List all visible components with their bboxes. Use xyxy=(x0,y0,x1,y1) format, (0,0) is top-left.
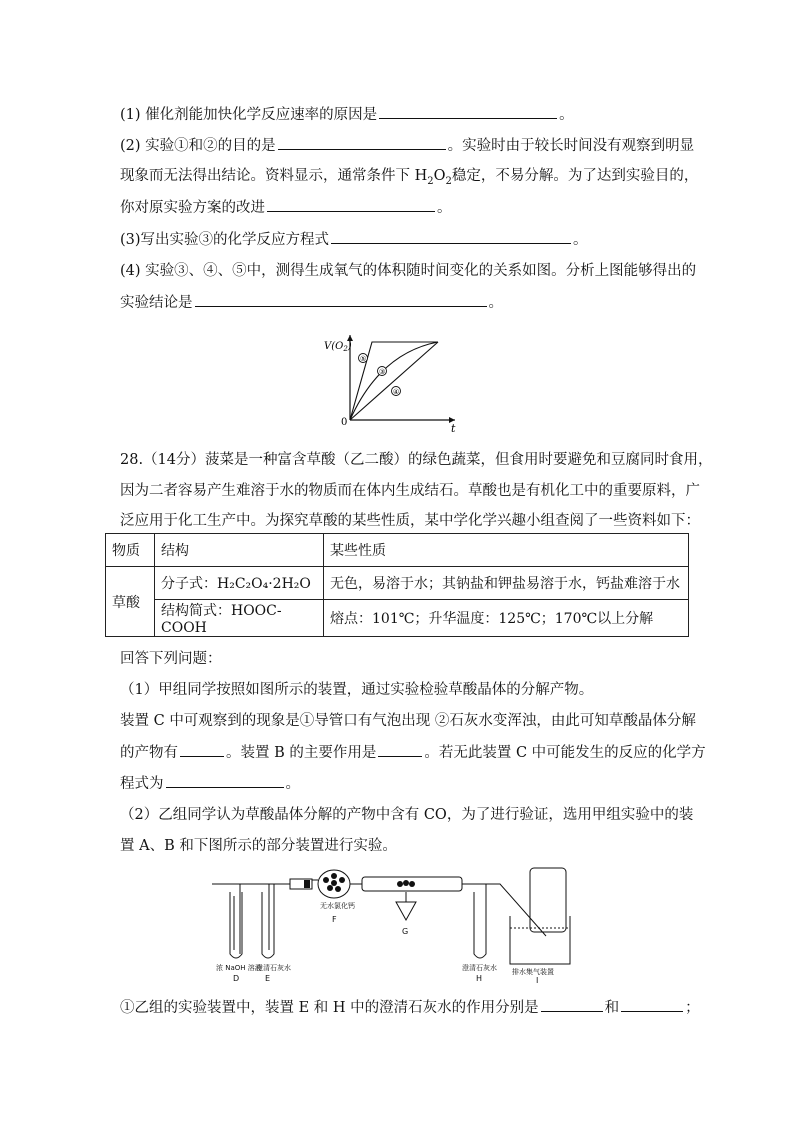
part-2-text: 置 A、B 和下图所示的部分装置进行实验。 xyxy=(120,838,397,854)
part-2-line-2 xyxy=(120,836,397,856)
question-4-line-2 xyxy=(120,292,503,313)
question-4-text: (4) 实验③、④、⑤中，测得生成氧气的体积随时间变化的关系如图。分析上图能够得出的 xyxy=(120,263,697,279)
table-header-row xyxy=(106,534,689,567)
question-28-text: 28.（14分）菠菜是一种富含草酸（乙二酸）的绿色蔬菜，但食用时要避免和豆腐同时食用， xyxy=(120,452,713,468)
punct: 。 xyxy=(285,776,300,792)
question-28-text: 泛应用于化工生产中。为探究草酸的某些性质，某中学化学兴趣小组查阅了一些资料如下： xyxy=(120,513,700,529)
question-2-text-cont: 。实验时由于较长时间没有观察到明显 xyxy=(447,138,695,154)
table-row xyxy=(106,600,689,637)
curve-3-label: ③ xyxy=(379,368,386,376)
table-header: 某些性质 xyxy=(324,534,689,567)
punct: 。 xyxy=(488,295,503,311)
question-2-text: 现象而无法得出结论。资料显示，通常条件下 H xyxy=(120,168,428,184)
answer-blank[interactable] xyxy=(166,773,284,788)
part-1-text: 的产物有 xyxy=(120,745,178,761)
question-4-line-1 xyxy=(120,261,696,281)
part-3-line-1 xyxy=(120,997,700,1018)
label-e: 澄清石灰水 xyxy=(256,964,291,972)
test-tube-h xyxy=(474,892,486,958)
table-cell: 无色，易溶于水；其钠盐和钾盐易溶于水，钙盐难溶于水 xyxy=(324,567,689,600)
part-2-text: （2）乙组同学认为草酸晶体分解的产物中含有 CO，为了进行验证，选用甲组实验中的装 xyxy=(120,807,694,823)
part-1-line-1 xyxy=(120,680,593,700)
x-axis-label: t xyxy=(451,422,456,435)
question-28-line-3 xyxy=(120,511,700,531)
question-2-line-3 xyxy=(120,197,452,218)
question-2-text: 你对原实验方案的改进 xyxy=(120,200,265,216)
letter-i: I xyxy=(536,976,539,984)
answer-blank[interactable] xyxy=(180,742,224,757)
part-1-line-4 xyxy=(120,773,300,794)
question-28-text: 因为二者容易产生难溶于水的物质而在体内生成结石。草酸也是有机化工中的重要原料，广 xyxy=(120,483,700,499)
question-4-text: 实验结论是 xyxy=(120,295,193,311)
table-header: 物质 xyxy=(106,534,155,567)
answer-blank[interactable] xyxy=(278,135,446,150)
label-d: 浓 NaOH 溶液 xyxy=(216,964,262,972)
part-3-text: ①乙组的实验装置中，装置 E 和 H 中的澄清石灰水的作用分别是 xyxy=(120,1000,539,1016)
answer-blank[interactable] xyxy=(379,104,557,119)
part-3-text-cont: 和 xyxy=(604,1000,620,1016)
letter-e: E xyxy=(265,974,271,983)
answer-blank[interactable] xyxy=(541,997,603,1012)
letter-h: H xyxy=(476,974,483,983)
table-cell-substance: 草酸 xyxy=(106,567,155,637)
punct: ； xyxy=(685,1000,700,1016)
part-1-line-3 xyxy=(120,742,706,763)
apparatus-figure xyxy=(212,862,572,984)
question-2-text-cont: 稳定，不易分解。为了达到实验目的， xyxy=(451,168,699,184)
letter-g: G xyxy=(402,927,409,936)
curve-5-label: ⑤ xyxy=(360,355,367,363)
question-2-line-1 xyxy=(120,135,694,156)
question-1-text: (1) 催化剂能加快化学反应速率的原因是 xyxy=(120,107,378,123)
origin-label: 0 xyxy=(341,417,348,428)
answer-heading-text: 回答下列问题： xyxy=(120,651,222,667)
punct: 。 xyxy=(559,107,574,123)
question-1 xyxy=(120,104,574,125)
table-header: 结构 xyxy=(155,534,324,567)
table-row xyxy=(106,567,689,600)
punct: 。 xyxy=(573,232,588,248)
answer-blank[interactable] xyxy=(195,292,487,307)
gas-bottle-i xyxy=(530,868,566,932)
label-f: 无水氯化钙 xyxy=(320,902,355,910)
oxygen-volume-graph xyxy=(310,325,460,435)
table-cell: 熔点：101℃；升华温度：125℃；170℃以上分解 xyxy=(324,600,689,637)
oxalic-acid-table xyxy=(105,533,689,637)
answer-blank[interactable] xyxy=(621,997,683,1012)
letter-d: D xyxy=(233,974,240,983)
part-1-text: 装置 C 中可观察到的现象是①导管口有气泡出现 ②石灰水变浑浊，由此可知草酸晶体分解 xyxy=(120,713,696,729)
answer-heading xyxy=(120,649,222,669)
part-1-text: （1）甲组同学按照如图所示的装置，通过实验检验草酸晶体的分解产物。 xyxy=(120,682,594,698)
question-3-text: (3)写出实验③的化学反应方程式 xyxy=(120,232,330,248)
part-1-text: 程式为 xyxy=(120,776,164,792)
label-h: 澄清石灰水 xyxy=(462,964,497,972)
punct: 。 xyxy=(437,200,452,216)
table-cell: 分子式：H₂C₂O₄·2H₂O xyxy=(155,567,324,600)
question-2-line-2: 现象而无法得出结论。资料显示，通常条件下 $H_2O_2$稳定，不易分解。为了达到实验目的， xyxy=(120,168,699,187)
part-1-line-2 xyxy=(120,711,696,731)
formula-o: O xyxy=(433,168,446,184)
water-trough-i xyxy=(510,916,570,964)
curve-4-label: ④ xyxy=(393,388,400,396)
burner-g xyxy=(396,902,416,920)
answer-blank[interactable] xyxy=(267,197,435,212)
answer-blank[interactable] xyxy=(378,742,422,757)
part-1-text-cont: 。若无此装置 C 中可能发生的反应的化学方 xyxy=(424,745,706,761)
part-2-line-1 xyxy=(120,805,693,825)
question-2-text: (2) 实验①和②的目的是 xyxy=(120,138,276,154)
test-tube-e xyxy=(262,892,274,958)
letter-f: F xyxy=(332,915,337,924)
part-1-text-cont: 。装置 B 的主要作用是 xyxy=(226,745,377,761)
table-cell: 结构简式：HOOC-COOH xyxy=(155,600,324,637)
question-28-line-2 xyxy=(120,481,700,501)
question-3 xyxy=(120,229,588,250)
answer-blank[interactable] xyxy=(331,229,571,244)
question-28-line-1 xyxy=(120,450,713,470)
y-axis-label: $V(O_2)$ xyxy=(324,341,352,353)
label-i: 排水集气装置 xyxy=(512,968,554,976)
